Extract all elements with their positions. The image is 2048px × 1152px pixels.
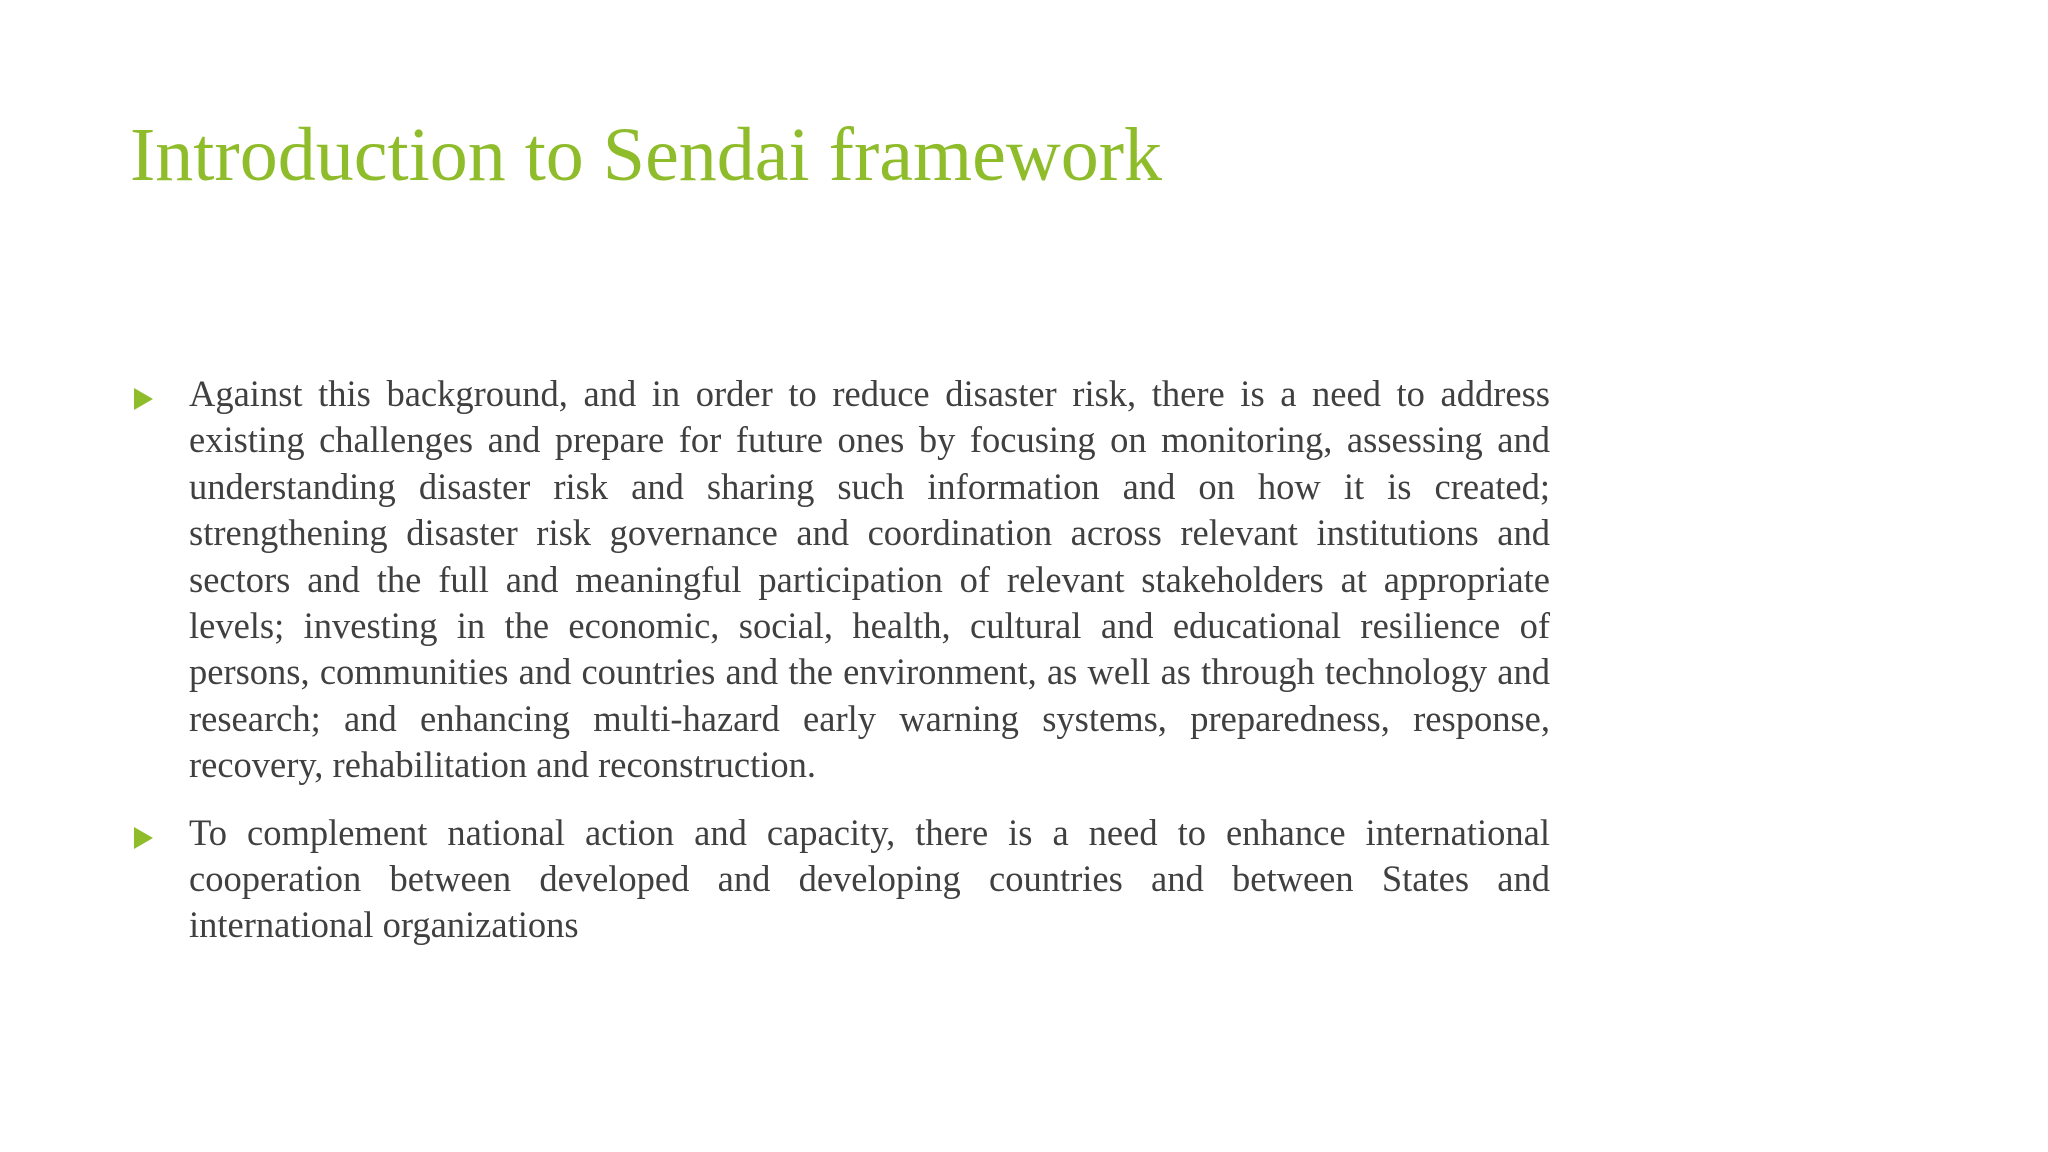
bullet-item (130, 810, 1550, 949)
triangle-right-icon (134, 388, 153, 410)
bullet-list (130, 371, 1550, 970)
triangle-right-icon (134, 827, 153, 849)
bullet-item (130, 371, 1550, 789)
bullet-text: To complement national action and capacity, there is a need to enhance international cooperation between developed and developing countries and between States and international organizations (189, 811, 1550, 946)
bullet-text: Against this background, and in order to reduce disaster risk, there is a need to address existing challenges and prepare for future ones by focusing on monitoring, assessing and understanding disaster risk and sharing such information and on how it is created; strengthening disaster risk governance and coordination across relevant institutions and sectors and the full and meaningful participation of relevant stakeholders at appropriate levels; investing in the economic, social, health, cultural and educational resilience of persons, communities and countries and the environment, as well as through technology and research; and enhancing multi-hazard early warning systems, preparedness, response, recovery, rehabilitation and reconstruction. (189, 373, 1550, 786)
slide-title: Introduction to Sendai framework (130, 113, 1163, 197)
